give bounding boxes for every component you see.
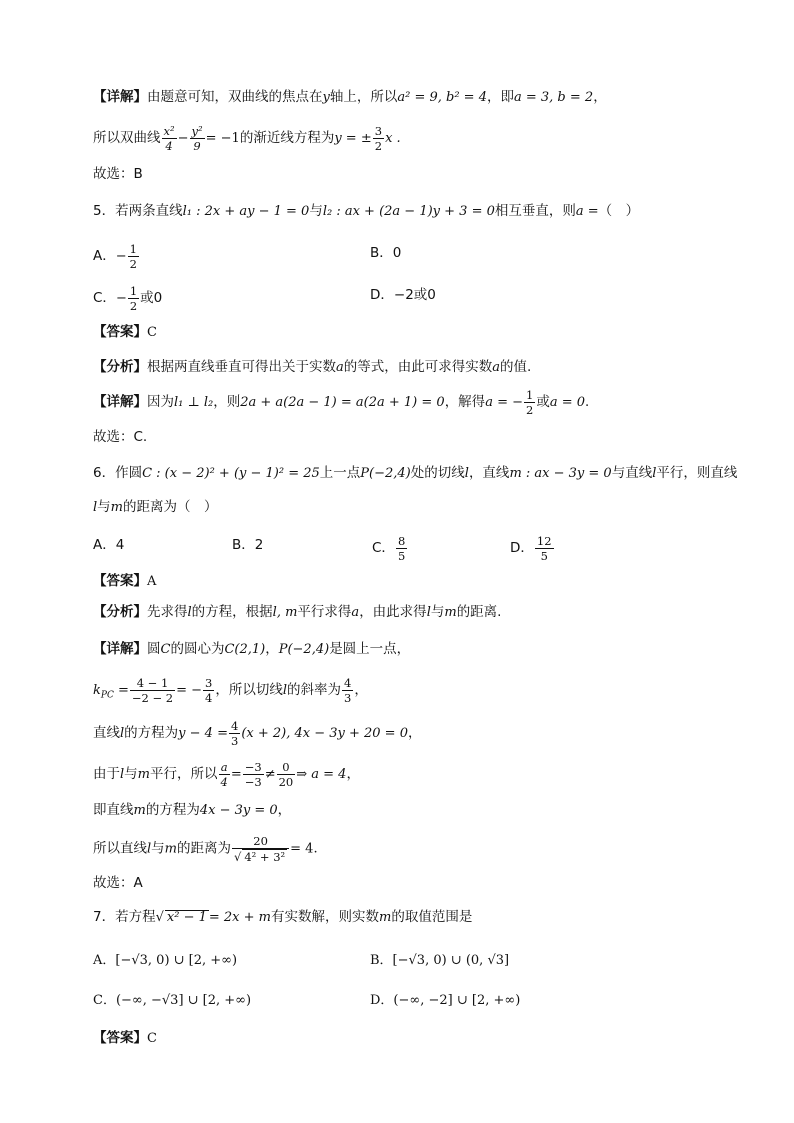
denominator: 4 <box>220 775 228 789</box>
text: 的距离. <box>456 604 502 620</box>
math: (x + 2), 4x − 3y + 20 = 0 <box>241 726 408 741</box>
math: = <box>230 767 242 782</box>
text: 或0 <box>140 290 163 306</box>
math: x . <box>385 131 401 146</box>
text: ， <box>593 89 607 105</box>
math: l <box>282 683 288 698</box>
text: 直线 <box>93 725 120 741</box>
math: − <box>115 291 127 306</box>
math: m <box>137 767 150 782</box>
math: l <box>120 767 125 782</box>
q6-detail-4 <box>93 760 360 789</box>
text: 圆 <box>147 641 161 657</box>
text: 7．若方程 <box>93 909 156 925</box>
math: a = 0 <box>549 395 586 410</box>
text: 或 <box>536 394 550 410</box>
fraction <box>277 760 296 789</box>
math: l <box>464 466 469 481</box>
math: l <box>120 726 125 741</box>
q5-option-a <box>93 242 140 271</box>
denominator: 2 <box>374 139 383 153</box>
fraction <box>396 534 407 563</box>
math: C <box>160 642 171 657</box>
q6-analysis <box>93 601 501 624</box>
math: l <box>426 605 431 620</box>
text: 所以直线 <box>93 840 147 857</box>
math: ⇒ a = 4 <box>296 767 347 782</box>
math: a = − <box>485 395 523 410</box>
text: 轴上，所以 <box>329 89 398 105</box>
numerator: 4 <box>344 676 352 690</box>
text: 的圆心为 <box>170 641 225 657</box>
radicand: 4² + 3² <box>244 850 286 864</box>
q6-detail-2 <box>93 676 368 707</box>
q7-option-c: C．(−∞, −√3] ∪ [2, +∞) <box>93 993 252 1008</box>
q6-detail-5 <box>93 799 291 822</box>
text: 与 <box>151 840 165 857</box>
radicand: x² − 1 <box>166 910 207 925</box>
numerator: a <box>219 760 230 775</box>
numerator: 4 <box>230 719 239 733</box>
analysis-tag: 【分析】 <box>93 359 147 375</box>
numerator: 3 <box>205 676 213 690</box>
fraction <box>243 760 264 789</box>
answer-tag: 【答案】 <box>93 573 147 589</box>
text: ，所以切线 <box>215 682 283 698</box>
math: a = 3, b = 2 <box>513 90 594 105</box>
math: m <box>164 841 177 857</box>
text: 平行求得 <box>297 604 352 620</box>
math: = 4 <box>290 841 314 857</box>
math: l <box>187 605 192 620</box>
math: y <box>322 90 330 105</box>
q6-detail-1 <box>93 638 410 661</box>
text: 与 <box>309 203 323 219</box>
math: = − <box>176 683 203 698</box>
q6-option-d <box>510 534 555 563</box>
sqrt-sign: √ <box>155 910 164 925</box>
denominator: 4 <box>165 139 173 153</box>
fraction <box>130 676 175 705</box>
text: . <box>313 841 318 857</box>
q6-detail-6 <box>93 834 318 864</box>
text: 与 <box>430 604 445 620</box>
q5-answer <box>93 321 157 344</box>
denominator: −2 − 2 <box>131 691 174 705</box>
fraction <box>373 124 384 153</box>
math: = 2x + m <box>208 910 271 925</box>
text: ， <box>354 682 368 698</box>
text: 与 <box>97 499 111 515</box>
text: ， <box>277 802 292 818</box>
text: 5．若两条直线 <box>93 203 183 219</box>
numerator: y² <box>191 124 203 138</box>
text: 与 <box>124 766 138 782</box>
text: 即直线 <box>93 802 134 818</box>
text: . <box>585 395 590 410</box>
math: l₂ : ax + (2a − 1)y + 3 = 0 <box>322 204 495 219</box>
q6-option-c <box>372 534 408 563</box>
numerator: 8 <box>397 534 406 548</box>
fraction <box>203 676 214 705</box>
denominator: 20 <box>278 775 294 789</box>
fraction <box>232 834 289 864</box>
numerator: 1 <box>526 388 534 402</box>
text: ，由此求得 <box>359 604 427 620</box>
numerator: 4 − 1 <box>130 676 175 691</box>
math: = −1 <box>205 131 240 146</box>
math: a = <box>575 204 599 219</box>
denominator: 9 <box>193 139 201 153</box>
q7-option-d: D．(−∞, −2] ∪ [2, +∞) <box>370 993 521 1008</box>
numerator: 0 <box>277 760 296 775</box>
text: ，即 <box>486 89 514 105</box>
denominator: 5 <box>540 549 548 563</box>
math: ≠ <box>264 767 276 782</box>
math: P(−2,4) <box>360 466 411 481</box>
fraction <box>128 242 139 271</box>
fraction <box>229 719 240 748</box>
math: l <box>652 466 657 481</box>
text: 平行，所以 <box>150 766 218 782</box>
fraction <box>162 124 177 153</box>
math: a <box>336 360 344 375</box>
question-6-stem-1 <box>93 462 737 485</box>
detail-tag: 【详解】 <box>93 394 147 410</box>
math: − <box>177 131 189 146</box>
q6-option-a: A．4 <box>93 537 125 553</box>
q7-answer <box>93 1027 157 1050</box>
q7-option-b: B．[−√3, 0) ∪ (0, √3] <box>370 953 510 968</box>
text: 相互垂直，则 <box>494 203 576 219</box>
math: l₁ : 2x + ay − 1 = 0 <box>182 204 310 219</box>
math: − <box>115 249 127 264</box>
text: ， <box>407 725 422 741</box>
text: 的渐近线方程为 <box>239 130 335 146</box>
denominator: 2 <box>526 403 534 417</box>
text: 平行，则直线 <box>656 465 738 481</box>
fraction <box>524 388 535 417</box>
math: y − 4 = <box>178 726 228 741</box>
text: 的方程，根据 <box>191 604 273 620</box>
text: ，则 <box>213 394 241 410</box>
option-label: C． <box>93 290 116 306</box>
option-label: C． <box>372 540 395 556</box>
denominator: −3 <box>244 775 262 789</box>
text: 的值. <box>500 359 532 375</box>
question-6-stem-2 <box>93 496 218 519</box>
math: m <box>444 605 457 620</box>
denominator: 5 <box>397 549 406 563</box>
math: m <box>110 500 123 515</box>
math: l, m <box>272 605 298 620</box>
text: 处的切线 <box>410 465 465 481</box>
math: a² = 9, b² = 4 <box>397 90 487 105</box>
question-5-stem <box>93 200 639 223</box>
text: ， <box>265 641 279 657</box>
fraction <box>128 284 139 313</box>
text: ，直线 <box>468 465 510 481</box>
numerator: x² <box>163 124 175 138</box>
option-label: D． <box>510 540 534 556</box>
math: C : (x − 2)² + (y − 1)² = 25 <box>142 466 320 481</box>
option-label: A． <box>93 248 116 264</box>
text: 因为 <box>147 394 174 410</box>
math: a <box>492 360 501 375</box>
text: ，解得 <box>444 394 486 410</box>
q5-choose: 故选：C. <box>93 429 148 445</box>
q6-option-b: B．2 <box>232 537 264 553</box>
fraction <box>219 760 230 789</box>
math: k <box>93 683 101 698</box>
text: ， <box>346 766 360 782</box>
asymptote-line <box>93 124 401 153</box>
text: 的距离为 <box>177 840 231 857</box>
math: m <box>133 803 146 818</box>
text: 由题意可知，双曲线的焦点在 <box>147 89 323 105</box>
answer-tag: 【答案】 <box>93 1030 147 1046</box>
text: 上一点 <box>319 465 361 481</box>
text: 的等式，由此可求得实数 <box>343 359 493 375</box>
math: m : ax − 3y = 0 <box>509 466 612 481</box>
denominator: 2 <box>129 257 137 271</box>
denominator: √ 4² + 3² <box>234 850 286 864</box>
question-7-stem <box>93 906 472 929</box>
text: 的方程为 <box>145 802 200 818</box>
q5-analysis <box>93 356 531 379</box>
text: 与直线 <box>611 465 653 481</box>
math: l <box>93 500 98 515</box>
q5-detail <box>93 388 589 417</box>
text: 由于 <box>93 766 120 782</box>
q6-choose: 故选：A <box>93 875 143 891</box>
fraction <box>342 676 353 705</box>
q5-option-d: D．−2或0 <box>370 287 436 303</box>
text: 所以双曲线 <box>93 130 161 146</box>
analysis-tag: 【分析】 <box>93 604 147 620</box>
answer-value: A <box>147 574 157 589</box>
math: = <box>113 683 129 698</box>
detail-line-1 <box>93 86 607 109</box>
answer-value: C <box>147 325 157 340</box>
q7-option-a: A．[−√3, 0) ∪ [2, +∞) <box>93 953 238 968</box>
numerator: 1 <box>129 242 137 256</box>
math: C(2,1) <box>224 642 266 657</box>
choose-b: 故选：B <box>93 166 143 182</box>
denominator: 3 <box>230 734 239 748</box>
denominator: 3 <box>344 691 352 705</box>
math: a <box>351 605 360 620</box>
numerator: −3 <box>244 760 262 774</box>
math: P(−2,4) <box>278 642 330 657</box>
math: l <box>147 841 152 857</box>
q5-option-c <box>93 284 162 313</box>
detail-tag: 【详解】 <box>93 89 147 105</box>
text: （ ） <box>598 203 640 219</box>
math: l₁ ⊥ l₂ <box>174 395 214 410</box>
text: 的取值范围是 <box>391 909 473 925</box>
text: 根据两直线垂直可得出关于实数 <box>147 359 336 375</box>
text: 6．作圆 <box>93 465 143 481</box>
text: 有实数解，则实数 <box>271 909 379 925</box>
math: y = ± <box>334 131 372 146</box>
text: 的斜率为 <box>287 682 342 698</box>
text: 是圆上一点， <box>329 641 411 657</box>
denominator: 2 <box>129 299 138 313</box>
math: 4x − 3y = 0 <box>199 803 278 818</box>
subscript: PC <box>100 690 114 701</box>
q6-detail-3 <box>93 719 421 748</box>
numerator: 3 <box>374 124 383 138</box>
numerator: 12 <box>536 534 552 548</box>
q6-answer <box>93 570 156 593</box>
fraction <box>535 534 554 563</box>
numerator: 1 <box>129 284 138 298</box>
text: 的方程为 <box>124 725 179 741</box>
answer-value: C <box>147 1031 157 1046</box>
answer-tag: 【答案】 <box>93 324 147 340</box>
math: 2a + a(2a − 1) = a(2a + 1) = 0 <box>240 395 445 410</box>
q5-option-b: B．0 <box>370 245 402 261</box>
detail-tag: 【详解】 <box>93 641 147 657</box>
text: 先求得 <box>147 604 188 620</box>
math: m <box>379 910 392 925</box>
fraction <box>190 124 205 153</box>
denominator: 4 <box>205 691 213 705</box>
text: 的距离为（ ） <box>123 499 218 515</box>
numerator: 20 <box>232 834 289 849</box>
